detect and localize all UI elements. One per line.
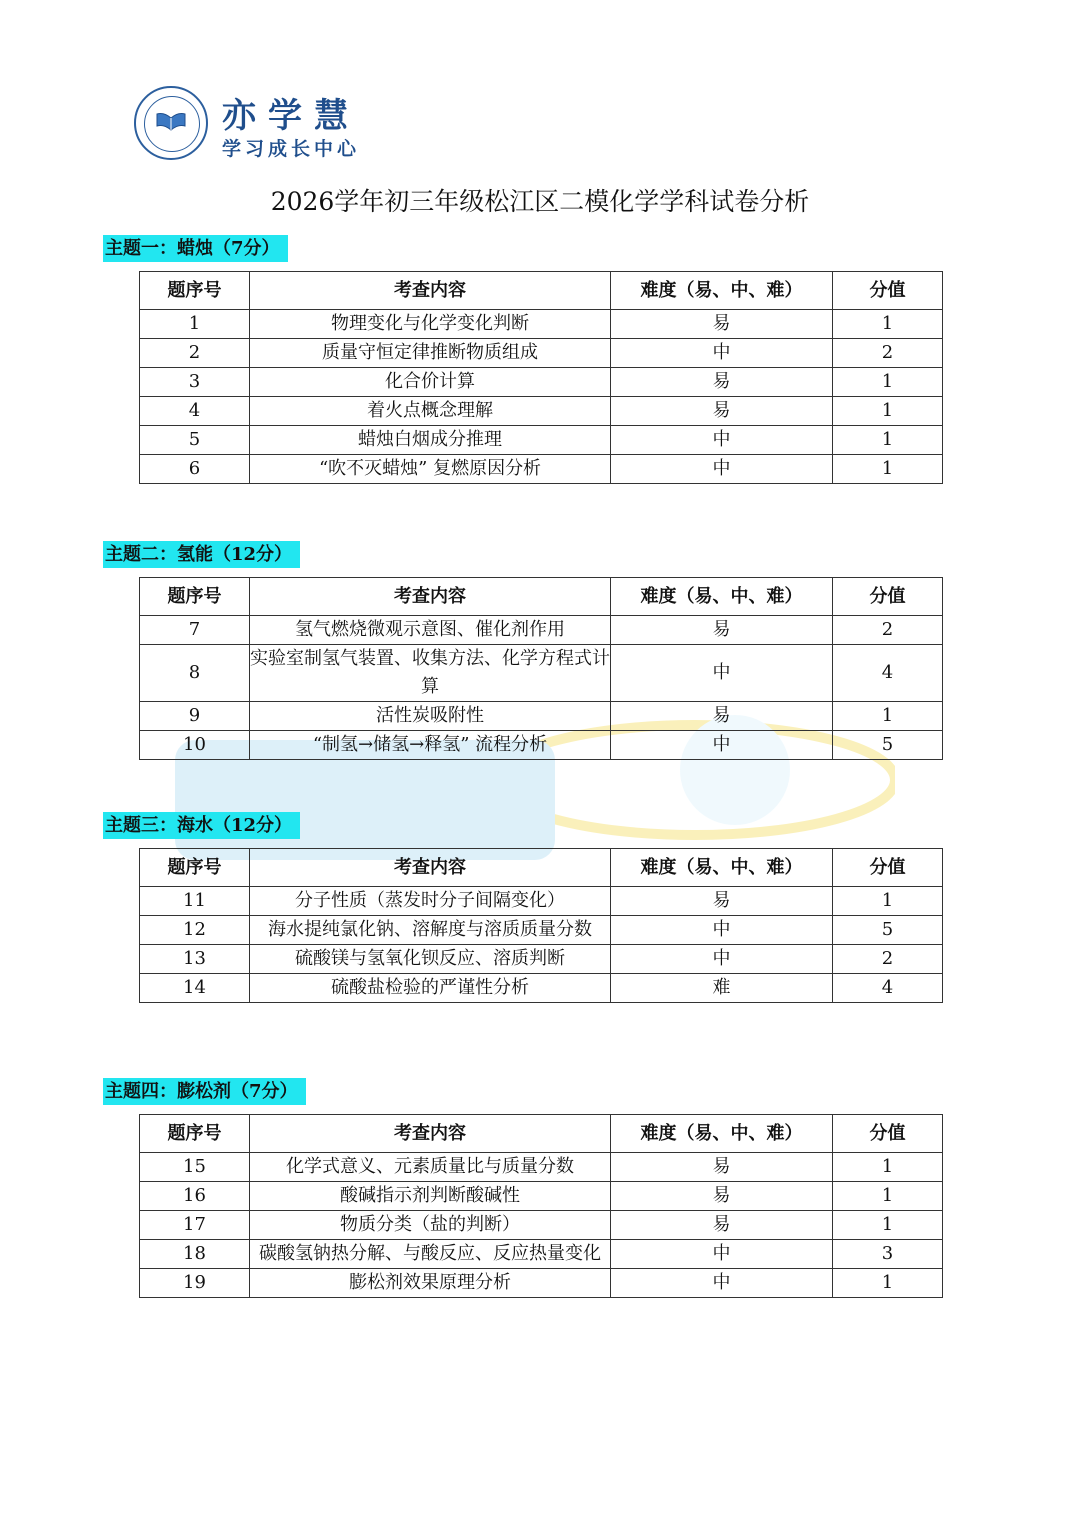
- table-row: [140, 310, 943, 339]
- row-num: 3: [140, 368, 250, 397]
- table-row: [140, 916, 943, 945]
- section-label-candle: 主题一：蜡烛（7分）: [103, 235, 288, 262]
- row-score: 1: [833, 397, 943, 426]
- table-row: [140, 974, 943, 1003]
- row-num: 1: [140, 310, 250, 339]
- page-title: 2026学年初三年级松江区二模化学学科试卷分析: [270, 187, 810, 216]
- row-content: 着火点概念理解: [250, 397, 611, 426]
- header-num: 题序号: [140, 849, 250, 887]
- row-num: 19: [140, 1269, 250, 1298]
- header-content: 考查内容: [250, 1115, 611, 1153]
- row-num: 10: [140, 731, 250, 760]
- row-content: “吹不灭蜡烛” 复燃原因分析: [250, 455, 611, 484]
- row-num: 6: [140, 455, 250, 484]
- header-num: 题序号: [140, 578, 250, 616]
- header-difficulty: 难度（易、中、难）: [611, 1115, 833, 1153]
- table-row: [140, 426, 943, 455]
- row-content: 物理变化与化学变化判断: [250, 310, 611, 339]
- row-difficulty: 难: [611, 974, 833, 1003]
- row-content: 活性炭吸附性: [250, 702, 611, 731]
- header-score: 分值: [833, 1115, 943, 1153]
- header-num: 题序号: [140, 272, 250, 310]
- header-score: 分值: [833, 578, 943, 616]
- row-difficulty: 中: [611, 339, 833, 368]
- table-header-row: [140, 1115, 943, 1153]
- row-content: 实验室制氢气装置、收集方法、化学方程式计算: [250, 645, 611, 702]
- section-label-hydrogen: 主题二：氢能（12分）: [103, 541, 300, 568]
- table-row: [140, 368, 943, 397]
- table-row: [140, 702, 943, 731]
- row-score: 2: [833, 945, 943, 974]
- row-num: 16: [140, 1182, 250, 1211]
- table-row: [140, 645, 943, 702]
- table-row: [140, 945, 943, 974]
- row-content: 硫酸盐检验的严谨性分析: [250, 974, 611, 1003]
- row-difficulty: 易: [611, 887, 833, 916]
- row-difficulty: 易: [611, 368, 833, 397]
- row-content: 物质分类（盐的判断）: [250, 1211, 611, 1240]
- row-content: 化合价计算: [250, 368, 611, 397]
- row-num: 11: [140, 887, 250, 916]
- row-score: 1: [833, 426, 943, 455]
- row-score: 4: [833, 974, 943, 1003]
- row-difficulty: 易: [611, 310, 833, 339]
- header-content: 考查内容: [250, 272, 611, 310]
- header-difficulty: 难度（易、中、难）: [611, 272, 833, 310]
- table-row: [140, 616, 943, 645]
- row-num: 4: [140, 397, 250, 426]
- row-score: 2: [833, 616, 943, 645]
- row-num: 5: [140, 426, 250, 455]
- row-num: 18: [140, 1240, 250, 1269]
- header-score: 分值: [833, 849, 943, 887]
- table-row: [140, 1240, 943, 1269]
- row-content: 碳酸氢钠热分解、与酸反应、反应热量变化: [250, 1240, 611, 1269]
- table-row: [140, 1153, 943, 1182]
- row-content: 硫酸镁与氢氧化钡反应、溶质判断: [250, 945, 611, 974]
- row-num: 14: [140, 974, 250, 1003]
- row-num: 9: [140, 702, 250, 731]
- row-score: 5: [833, 916, 943, 945]
- row-content: 质量守恒定律推断物质组成: [250, 339, 611, 368]
- row-score: 1: [833, 310, 943, 339]
- section-label-leavening: 主题四：膨松剂（7分）: [103, 1078, 306, 1105]
- row-num: 17: [140, 1211, 250, 1240]
- row-score: 2: [833, 339, 943, 368]
- row-difficulty: 易: [611, 616, 833, 645]
- table-header-row: [140, 272, 943, 310]
- row-difficulty: 中: [611, 426, 833, 455]
- row-content: 酸碱指示剂判断酸碱性: [250, 1182, 611, 1211]
- row-score: 3: [833, 1240, 943, 1269]
- section-table-seawater: [139, 848, 943, 1003]
- table-header-row: [140, 849, 943, 887]
- table-row: [140, 1182, 943, 1211]
- header-difficulty: 难度（易、中、难）: [611, 578, 833, 616]
- row-score: 4: [833, 645, 943, 702]
- section-table-candle: [139, 271, 943, 484]
- row-content: 海水提纯氯化钠、溶解度与溶质质量分数: [250, 916, 611, 945]
- row-score: 1: [833, 1211, 943, 1240]
- table-header-row: [140, 578, 943, 616]
- row-difficulty: 中: [611, 916, 833, 945]
- row-num: 13: [140, 945, 250, 974]
- logo-name: 亦学慧: [222, 96, 360, 136]
- brand-logo: [134, 86, 374, 176]
- table-row: [140, 339, 943, 368]
- row-difficulty: 中: [611, 645, 833, 702]
- row-num: 2: [140, 339, 250, 368]
- header-score: 分值: [833, 272, 943, 310]
- row-difficulty: 中: [611, 1269, 833, 1298]
- row-score: 1: [833, 702, 943, 731]
- section-label-seawater: 主题三：海水（12分）: [103, 812, 300, 839]
- row-content: 氢气燃烧微观示意图、催化剂作用: [250, 616, 611, 645]
- row-score: 5: [833, 731, 943, 760]
- row-content: 化学式意义、元素质量比与质量分数: [250, 1153, 611, 1182]
- row-score: 1: [833, 1182, 943, 1211]
- row-difficulty: 中: [611, 945, 833, 974]
- row-content: 分子性质（蒸发时分子间隔变化）: [250, 887, 611, 916]
- row-difficulty: 易: [611, 1182, 833, 1211]
- section-table-leavening: [139, 1114, 943, 1298]
- row-num: 15: [140, 1153, 250, 1182]
- row-score: 1: [833, 887, 943, 916]
- row-difficulty: 易: [611, 1211, 833, 1240]
- row-difficulty: 易: [611, 397, 833, 426]
- row-score: 1: [833, 455, 943, 484]
- logo-subtitle: 学习成长中心: [222, 138, 361, 160]
- row-num: 12: [140, 916, 250, 945]
- table-row: [140, 1269, 943, 1298]
- header-num: 题序号: [140, 1115, 250, 1153]
- row-score: 1: [833, 368, 943, 397]
- row-difficulty: 中: [611, 1240, 833, 1269]
- row-difficulty: 中: [611, 455, 833, 484]
- row-num: 8: [140, 645, 250, 702]
- row-difficulty: 易: [611, 1153, 833, 1182]
- table-row: [140, 455, 943, 484]
- header-content: 考查内容: [250, 849, 611, 887]
- book-icon: [156, 110, 186, 132]
- row-content: 蜡烛白烟成分推理: [250, 426, 611, 455]
- row-score: 1: [833, 1153, 943, 1182]
- row-num: 7: [140, 616, 250, 645]
- row-difficulty: 易: [611, 702, 833, 731]
- table-row: [140, 731, 943, 760]
- row-score: 1: [833, 1269, 943, 1298]
- header-content: 考查内容: [250, 578, 611, 616]
- table-row: [140, 397, 943, 426]
- section-table-hydrogen: [139, 577, 943, 760]
- row-content: 膨松剂效果原理分析: [250, 1269, 611, 1298]
- table-row: [140, 1211, 943, 1240]
- row-difficulty: 中: [611, 731, 833, 760]
- row-content: “制氢→储氢→释氢” 流程分析: [250, 731, 611, 760]
- header-difficulty: 难度（易、中、难）: [611, 849, 833, 887]
- table-row: [140, 887, 943, 916]
